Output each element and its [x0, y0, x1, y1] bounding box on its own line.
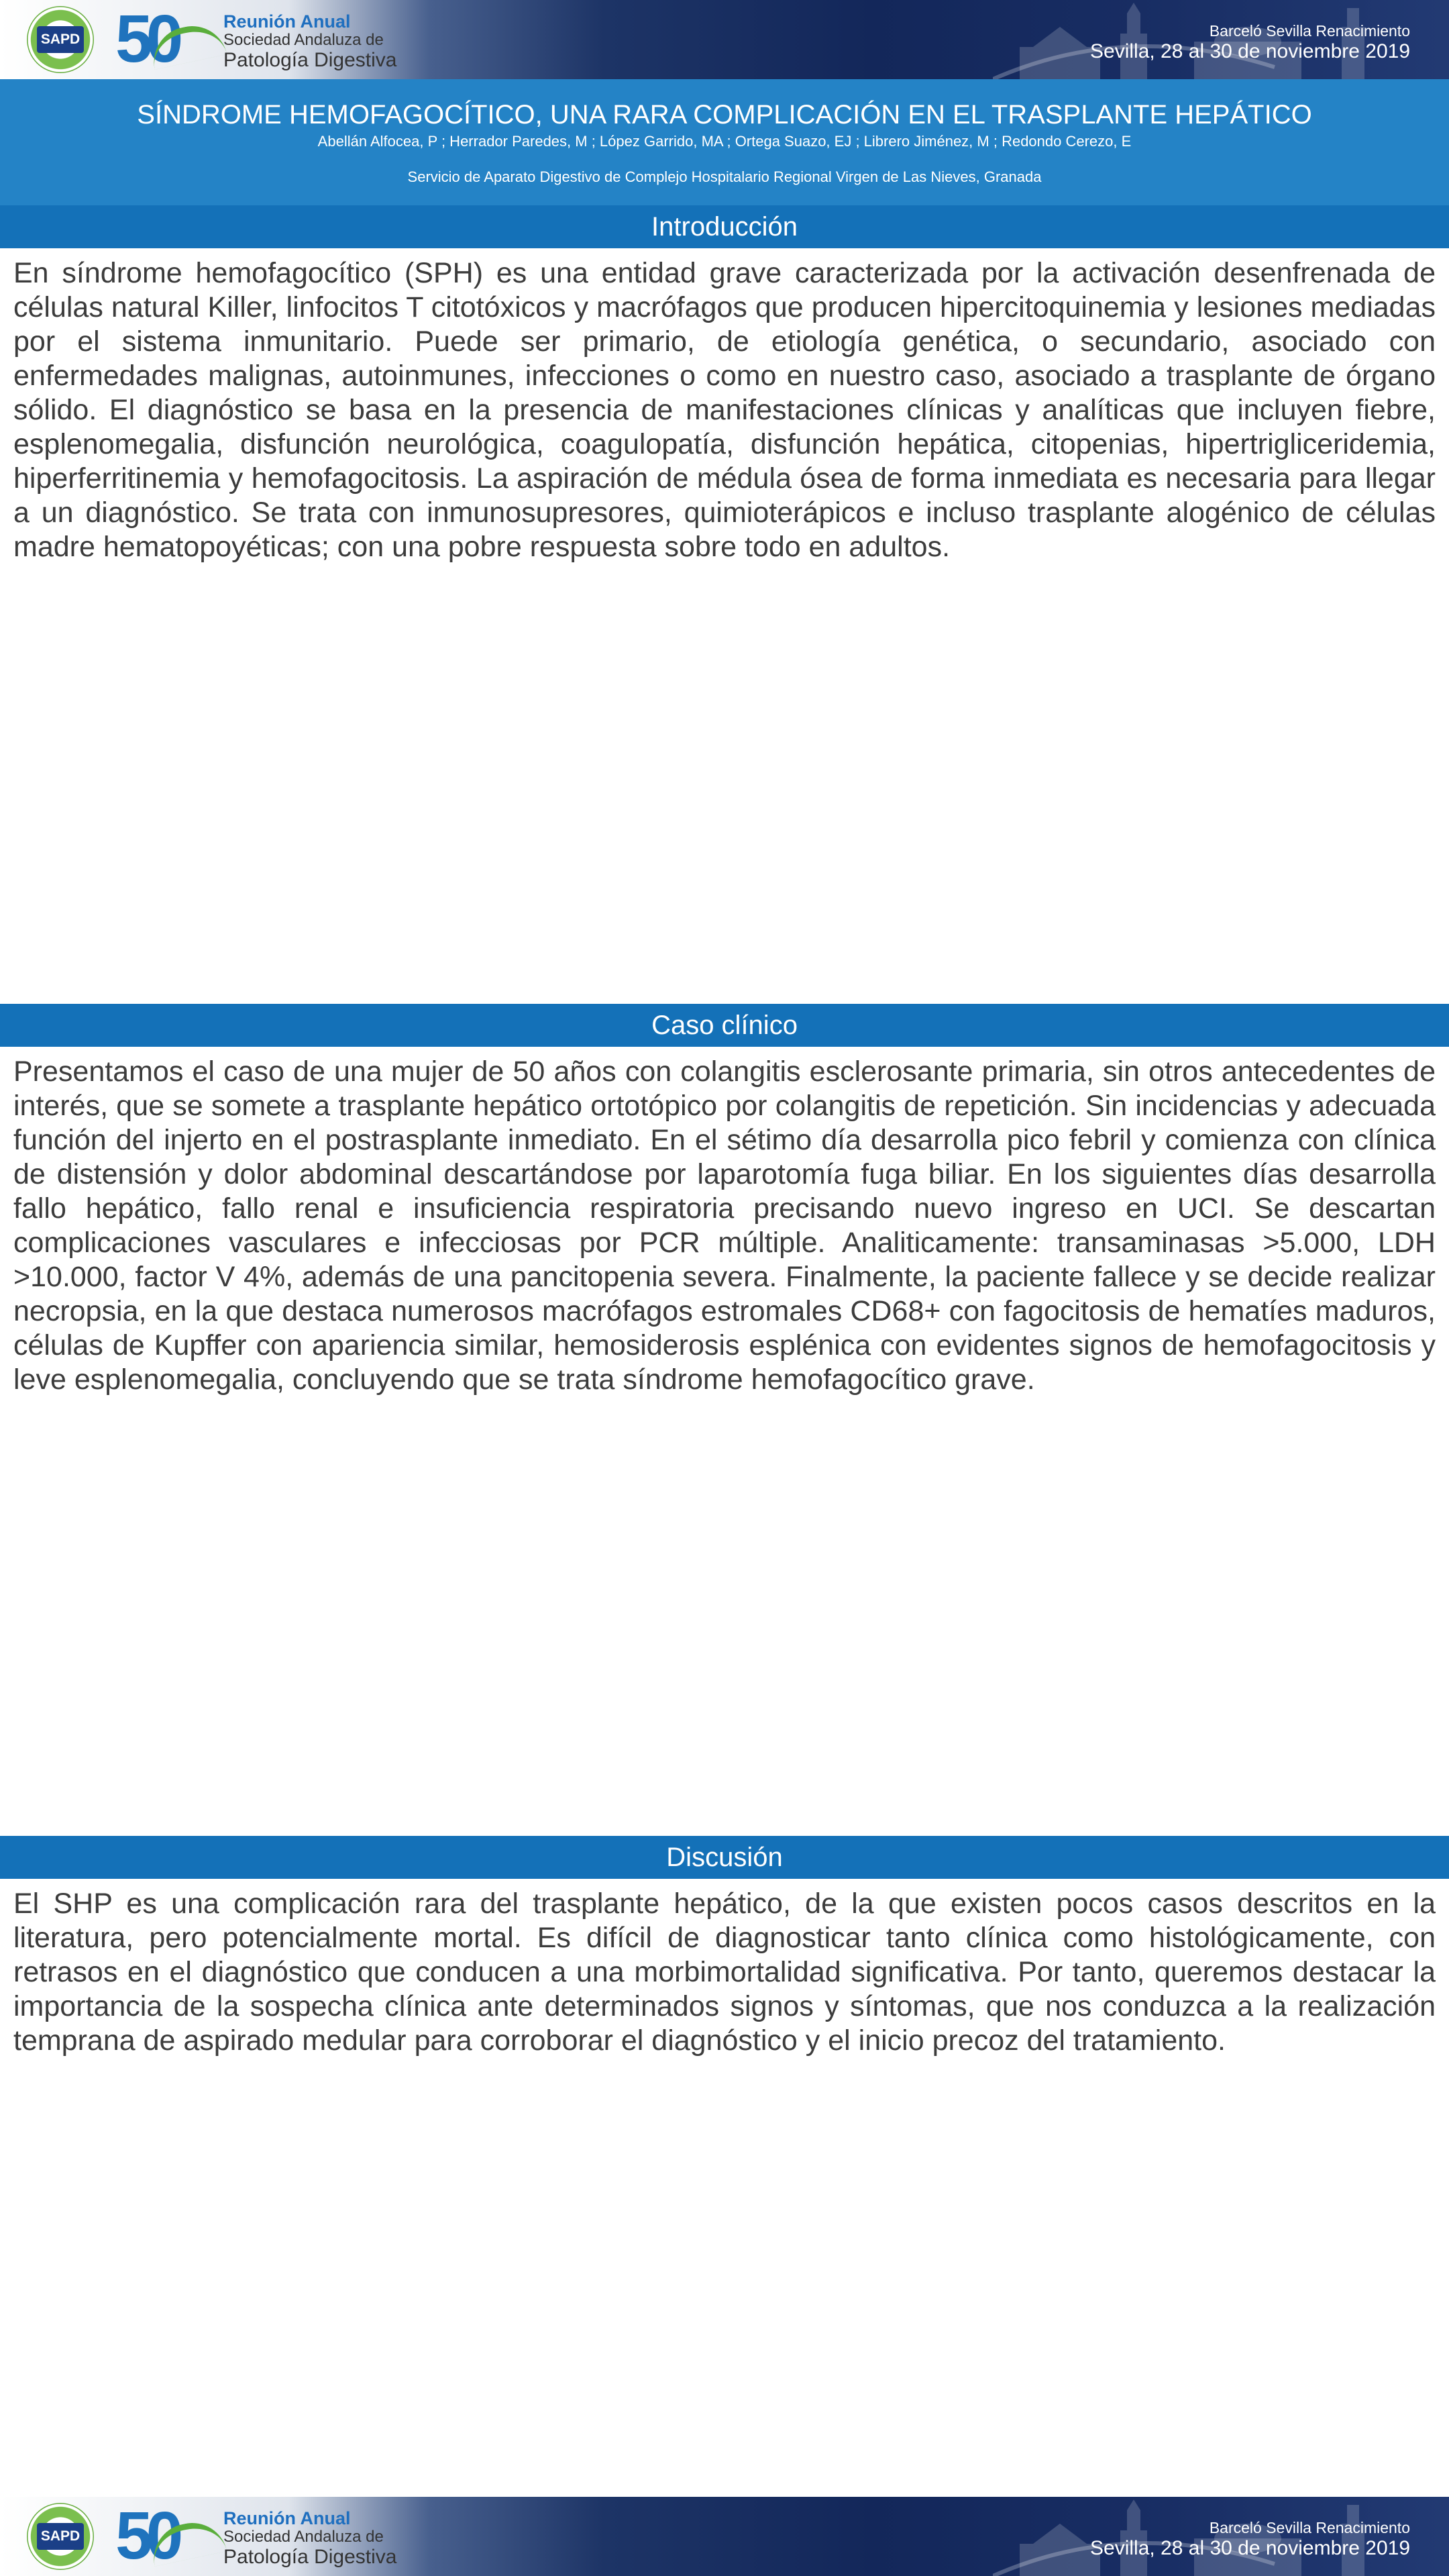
- society-line: Sociedad Andaluza de: [223, 31, 384, 49]
- fifty-anniversary-logo: [115, 2498, 177, 2573]
- venue-name: Barceló Sevilla Renacimiento: [1209, 22, 1410, 40]
- fifty-anniversary-logo: [115, 1, 177, 76]
- venue-name: Barceló Sevilla Renacimiento: [1209, 2519, 1410, 2536]
- section-heading-discussion: Discusión: [0, 1836, 1449, 1879]
- seal-text: SAPD: [37, 26, 84, 53]
- section-heading-case: Caso clínico: [0, 1004, 1449, 1047]
- sapd-seal-logo: [27, 2503, 94, 2570]
- event-dates: Sevilla, 28 al 30 de noviembre 2019: [1090, 2537, 1410, 2559]
- anniversary-number: 50: [115, 1, 177, 76]
- section-body-case: Presentamos el caso de una mujer de 50 años con colangitis esclerosante primaria, sin otros antecedentes de interés, que se somete a trasplante hepático ortotópico por colangitis de repetición. Sin incidencias y adecuada función del injerto en el postrasplante inmediato. En el sétimo día desarrolla pico febril y comienza con clínica de distensión y dolor abdominal descartándose por laparotomía fuga biliar. En los siguientes días desarrolla fallo hepático, fallo renal e insuficiencia respiratoria precisando nuevo ingreso en UCI. Se descartan complicaciones vasculares e infecciosas por PCR múltiple. Analiticamente: transaminasas >5.000, LDH >10.000, factor V 4%, además de una pancitopenia severa. Finalmente, la paciente fallece y se decide realizar necropsia, en la que destaca numerosos macrófagos estromales CD68+ con fagocitosis de hematíes maduros, células de Kupffer con apariencia similar, hemosiderosis esplénica con evidentes signos de hemofagocitosis y leve esplenomegalia, concluyendo que se trata síndrome hemofagocítico grave.: [13, 1055, 1436, 1396]
- affiliation: Servicio de Aparato Digestivo de Complejo Hospitalario Regional Virgen de Las Nieves, Granada: [407, 168, 1042, 185]
- bottom-banner: [0, 2497, 1449, 2576]
- event-dates: Sevilla, 28 al 30 de noviembre 2019: [1090, 40, 1410, 62]
- seal-text: SAPD: [37, 2523, 84, 2550]
- section-body-discussion: El SHP es una complicación rara del trasplante hepático, de la que existen pocos casos descritos en la literatura, pero potencialmente mortal. Es difícil de diagnosticar tanto clínica como histológicamente, con retrasos en el diagnóstico que conducen a una morbimortalidad significativa. Por tanto, queremos destacar la importancia de la sospecha clínica ante determinados signos y síntomas, que nos conduzca a la realización temprana de aspirado medular para corroborar el diagnóstico y el inicio precoz del tratamiento.: [13, 1888, 1436, 2057]
- top-banner: [0, 0, 1449, 79]
- venue-info: [1090, 2518, 1410, 2560]
- author-list: Abellán Alfocea, P ; Herrador Paredes, M ; López Garrido, MA ; Ortega Suazo, EJ ; Librero Jiménez, M ; Redondo Cerezo, E: [317, 133, 1132, 150]
- meeting-label: Reunión Anual: [223, 2508, 351, 2528]
- section-body-intro: En síndrome hemofagocítico (SPH) es una entidad grave caracterizada por la activación desenfrenada de células natural Killer, linfocitos T citotóxicos y macrófagos que producen hipercitoquinemia y lesiones mediadas por el sistema inmunitario. Puede ser primario, de etiología genética, o secundario, asociado con enfermedades malignas, autoinmunes, infecciones o como en nuestro caso, asociado a trasplante de órgano sólido. El diagnóstico se basa en la presencia de manifestaciones clínicas y analíticas que incluyen fiebre, esplenomegalia, disfunción neurológica, coagulopatía, disfunción hepática, citopenias, hipertrigliceridemia, hiperferritinemia y hemofagocitosis. La aspiración de médula ósea de forma inmediata es necesaria para llegar a un diagnóstico. Se trata con inmunosupresores, quimioterápicos e incluso trasplante alogénico de células madre hematopoyéticas; con una pobre respuesta sobre todo en adultos.: [13, 257, 1436, 563]
- venue-info: [1090, 21, 1410, 63]
- sapd-seal-logo: [27, 6, 94, 73]
- anniversary-number: 50: [115, 2498, 177, 2573]
- meeting-label: Reunión Anual: [223, 11, 351, 32]
- society-line: Patología Digestiva: [223, 2546, 397, 2568]
- section-heading-intro: Introducción: [0, 205, 1449, 248]
- society-line: Patología Digestiva: [223, 49, 397, 71]
- society-line: Sociedad Andaluza de: [223, 2528, 384, 2546]
- society-name: [223, 12, 397, 71]
- poster-title: SÍNDROME HEMOFAGOCÍTICO, UNA RARA COMPLICACIÓN EN EL TRASPLANTE HEPÁTICO: [137, 100, 1312, 130]
- society-name: [223, 2509, 397, 2568]
- poster-header: [0, 79, 1449, 205]
